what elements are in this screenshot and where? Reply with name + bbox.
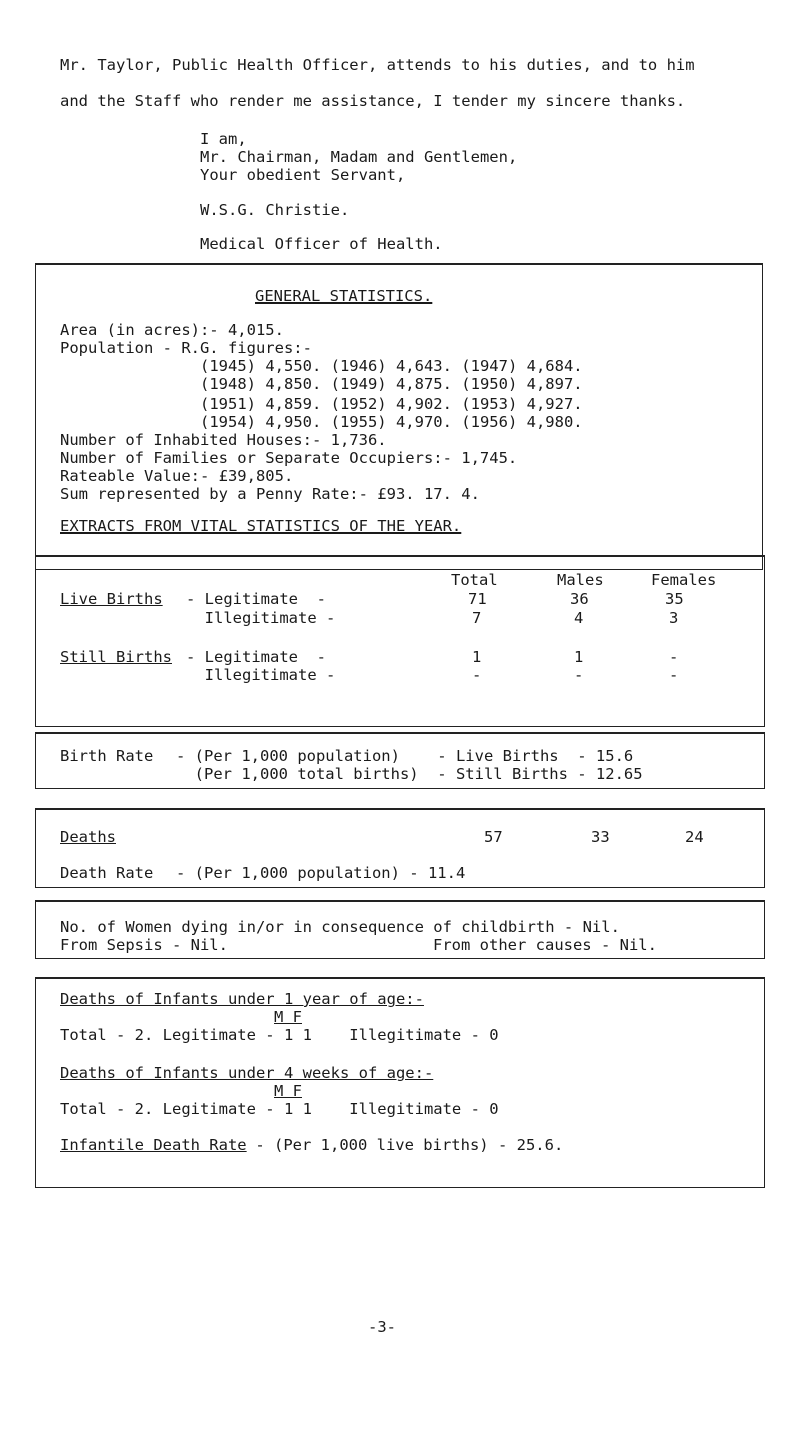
still-illegit-males: -	[574, 666, 584, 684]
maternal-sepsis: From Sepsis - Nil.	[60, 936, 228, 954]
deaths-males: 33	[591, 828, 610, 846]
inhabited-houses: Number of Inhabited Houses:- 1,736.	[60, 431, 387, 449]
row-label: Illegitimate -	[186, 609, 336, 627]
infants-mf-1: M F	[274, 1008, 302, 1026]
maternal-other-causes: From other causes - Nil.	[433, 936, 657, 954]
infants-row-1: Total - 2. Legitimate - 1 1 Illegitimate - 0	[60, 1026, 499, 1044]
maternal-line-1: No. of Women dying in/or in consequence of childbirth - Nil.	[60, 918, 620, 936]
extracts-title: EXTRACTS FROM VITAL STATISTICS OF THE YEAR.	[60, 517, 462, 535]
infant-deaths-box	[35, 977, 765, 1188]
intro-line-1: Mr. Taylor, Public Health Officer, attends to his duties, and to him	[60, 56, 695, 74]
live-illegit-males: 4	[574, 609, 584, 627]
infantile-death-rate-label: Infantile Death Rate	[60, 1136, 247, 1154]
row-label: Illegitimate -	[186, 666, 336, 684]
deaths-total: 57	[484, 828, 503, 846]
live-legit-males: 36	[570, 590, 589, 608]
infantile-death-rate-text: - (Per 1,000 live births) - 25.6.	[246, 1136, 564, 1154]
live-legit-total: 71	[468, 590, 487, 608]
infants-heading-2: Deaths of Infants under 4 weeks of age:-	[60, 1064, 434, 1082]
deaths-females: 24	[685, 828, 704, 846]
deaths-label: Deaths	[60, 828, 116, 846]
still-legit-total: 1	[472, 648, 482, 666]
infants-heading-1: Deaths of Infants under 1 year of age:-	[60, 990, 424, 1008]
live-births-label: Live Births	[60, 590, 163, 608]
birth-rate-label: Birth Rate	[60, 747, 154, 765]
row-label: - Legitimate -	[186, 648, 326, 666]
closing-i-am: I am,	[200, 130, 247, 148]
birth-rate-line-1: - (Per 1,000 population) - Live Births - 15.6	[176, 747, 634, 765]
still-legit-males: 1	[574, 648, 584, 666]
general-statistics-title: GENERAL STATISTICS.	[255, 287, 433, 305]
closing-servant: Your obedient Servant,	[200, 166, 406, 184]
page-number: -3-	[368, 1318, 396, 1336]
signature: W.S.G. Christie.	[200, 201, 350, 219]
population-row: (1948) 4,850. (1949) 4,875. (1950) 4,897.	[200, 375, 583, 393]
death-rate-label: Death Rate	[60, 864, 154, 882]
rateable-value: Rateable Value:- £39,805.	[60, 467, 294, 485]
infants-row-2: Total - 2. Legitimate - 1 1 Illegitimate - 0	[60, 1100, 499, 1118]
live-illegit-total: 7	[472, 609, 482, 627]
still-illegit-females: -	[669, 666, 679, 684]
closing-salutation: Mr. Chairman, Madam and Gentlemen,	[200, 148, 518, 166]
live-legit-females: 35	[665, 590, 684, 608]
header-females: Females	[651, 571, 717, 589]
still-legit-females: -	[669, 648, 679, 666]
population-row: (1945) 4,550. (1946) 4,643. (1947) 4,684.	[200, 357, 583, 375]
infants-mf-2: M F	[274, 1082, 302, 1100]
families: Number of Families or Separate Occupiers:- 1,745.	[60, 449, 518, 467]
still-births-label: Still Births	[60, 648, 172, 666]
birth-rate-line-2: (Per 1,000 total births) - Still Births - 12.65	[176, 765, 643, 783]
penny-rate: Sum represented by a Penny Rate:- £93. 17. 4.	[60, 485, 480, 503]
header-males: Males	[557, 571, 604, 589]
population-row: (1951) 4,859. (1952) 4,902. (1953) 4,927.	[200, 395, 583, 413]
live-illegit-females: 3	[669, 609, 679, 627]
area: Area (in acres):- 4,015.	[60, 321, 284, 339]
row-label: - Legitimate -	[186, 590, 326, 608]
position-title: Medical Officer of Health.	[200, 235, 443, 253]
header-total: Total	[451, 571, 498, 589]
death-rate-text: - (Per 1,000 population) - 11.4	[176, 864, 466, 882]
intro-line-2: and the Staff who render me assistance, I tender my sincere thanks.	[60, 92, 686, 110]
population-row: (1954) 4,950. (1955) 4,970. (1956) 4,980.	[200, 413, 583, 431]
population-heading: Population - R.G. figures:-	[60, 339, 312, 357]
still-illegit-total: -	[472, 666, 482, 684]
